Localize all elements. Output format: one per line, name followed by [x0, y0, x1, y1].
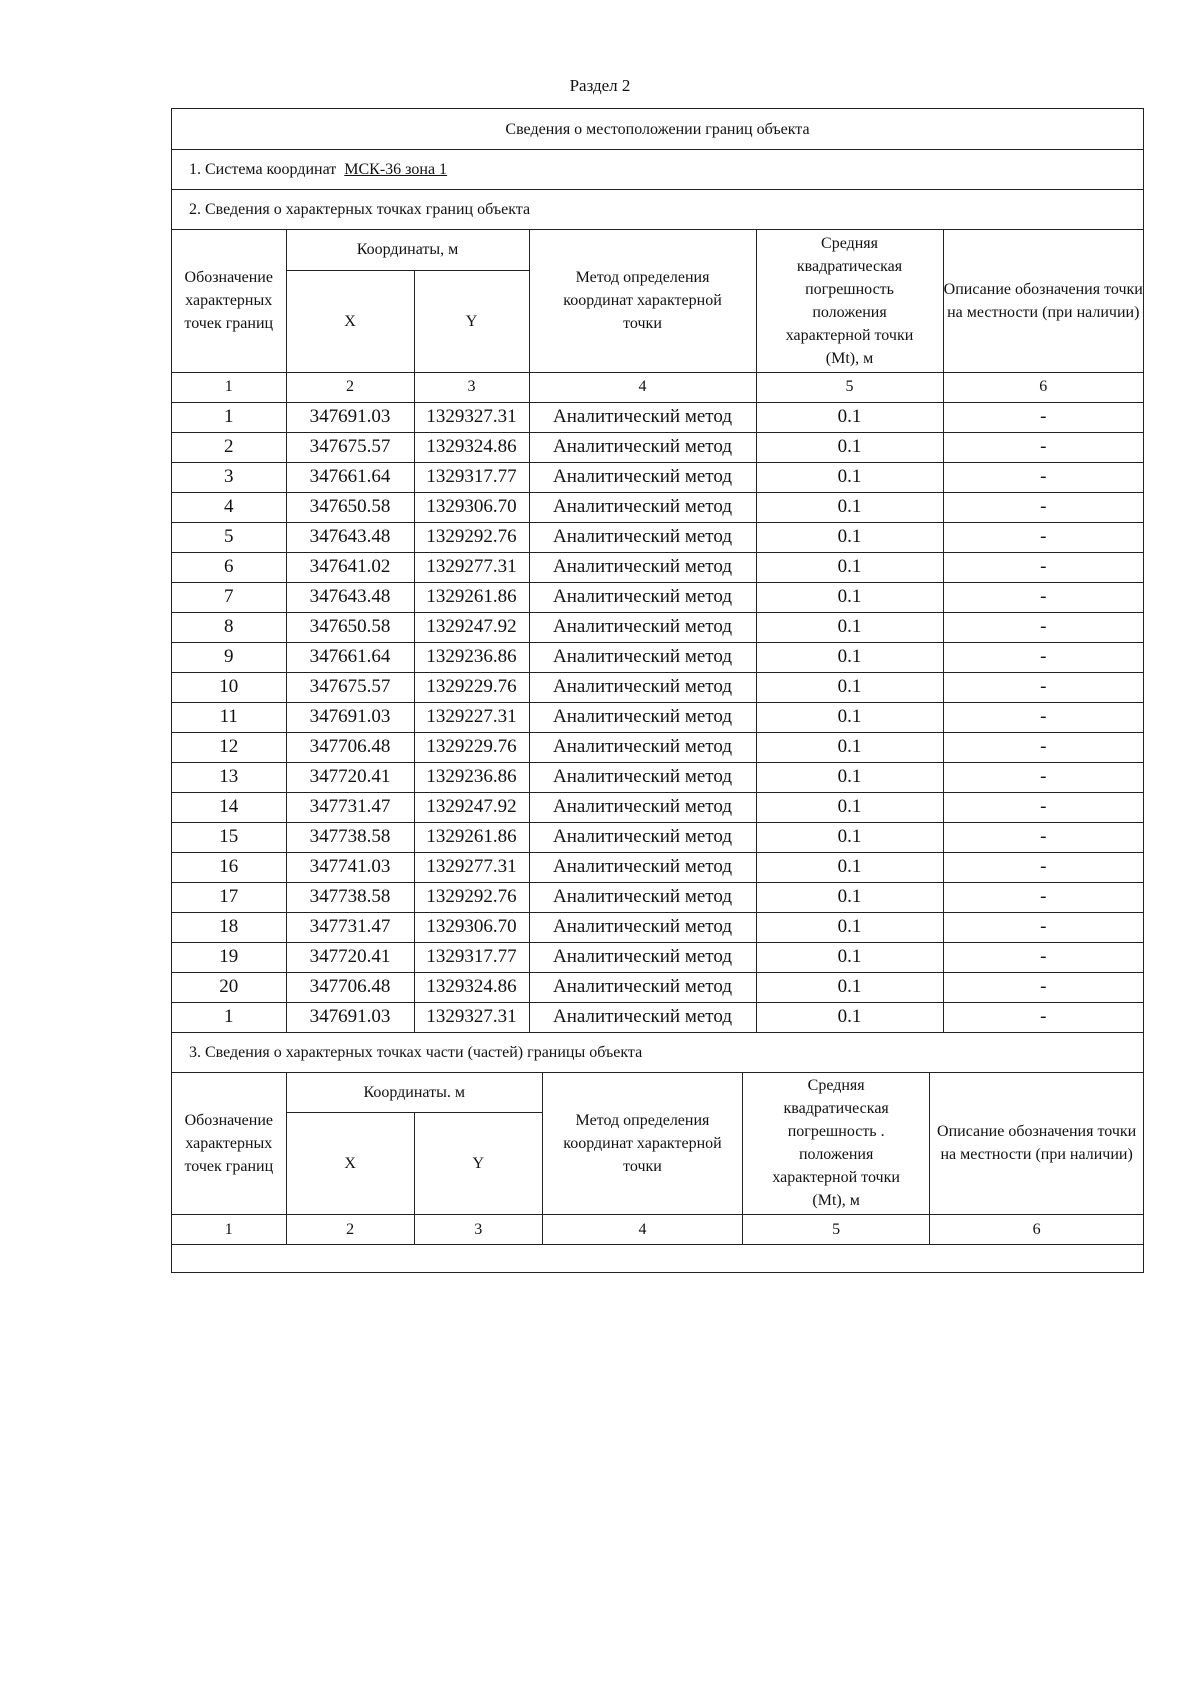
- table-row: [172, 762, 1143, 792]
- coord-x: 347741.03: [286, 852, 414, 882]
- method: Аналитический метод: [529, 702, 756, 732]
- column-number: 2: [286, 1215, 414, 1245]
- column-number: 5: [756, 372, 943, 402]
- section-title: Раздел 2: [569, 76, 631, 95]
- coord-y: 1329292.76: [414, 882, 529, 912]
- point-number: 11: [172, 702, 286, 732]
- column-number: 3: [414, 372, 529, 402]
- mean-error: 0.1: [756, 522, 943, 552]
- coord-x: 347720.41: [286, 762, 414, 792]
- coord-x: 347675.57: [286, 432, 414, 462]
- point-number: 1: [172, 1002, 286, 1032]
- point-number: 8: [172, 612, 286, 642]
- point-number: 17: [172, 882, 286, 912]
- coord-y: 1329229.76: [414, 732, 529, 762]
- coord-x: 347661.64: [286, 462, 414, 492]
- mean-error: 0.1: [756, 582, 943, 612]
- point-number: 6: [172, 552, 286, 582]
- part3-title: 3. Сведения о характерных точках части (частей) границы объекта: [172, 1033, 1143, 1073]
- coord-y: 1329261.86: [414, 582, 529, 612]
- coord-y: 1329324.86: [414, 432, 529, 462]
- method: Аналитический метод: [529, 582, 756, 612]
- coord-y: 1329229.76: [414, 672, 529, 702]
- col-y-header: Y: [414, 1113, 542, 1215]
- description: -: [943, 702, 1143, 732]
- coord-x: 347643.48: [286, 522, 414, 552]
- mean-error: 0.1: [756, 882, 943, 912]
- table-row: [172, 972, 1143, 1002]
- point-number: 7: [172, 582, 286, 612]
- mean-error: 0.1: [756, 762, 943, 792]
- col-description-header: Описание обозначения точки на местности (при наличии): [930, 1073, 1143, 1215]
- coord-y: 1329292.76: [414, 522, 529, 552]
- method: Аналитический метод: [529, 912, 756, 942]
- coord-y: 1329247.92: [414, 792, 529, 822]
- mean-error: 0.1: [756, 462, 943, 492]
- mean-error: 0.1: [756, 432, 943, 462]
- coord-x: 347641.02: [286, 552, 414, 582]
- description: -: [943, 522, 1143, 552]
- table-row: [172, 612, 1143, 642]
- coord-y: 1329261.86: [414, 822, 529, 852]
- col-description-header: Описание обозначения точки на местности (при наличии): [943, 230, 1143, 372]
- mean-error: 0.1: [756, 672, 943, 702]
- part2-title: 2. Сведения о характерных точках границ объекта: [172, 190, 1143, 230]
- table-row: [172, 552, 1143, 582]
- point-number: 2: [172, 432, 286, 462]
- column-number: 1: [172, 372, 286, 402]
- table-row: [172, 942, 1143, 972]
- empty-cell: [172, 1245, 1143, 1272]
- point-number: 5: [172, 522, 286, 552]
- description: -: [943, 762, 1143, 792]
- table-row: [172, 702, 1143, 732]
- description: -: [943, 942, 1143, 972]
- mean-error: 0.1: [756, 1002, 943, 1032]
- method: Аналитический метод: [529, 612, 756, 642]
- description: -: [943, 882, 1143, 912]
- col-designation-header: Обозначение характерных точек границ: [172, 230, 286, 372]
- table-row: [172, 732, 1143, 762]
- col-x-header: X: [286, 1113, 414, 1215]
- col-method-header: Метод определения координат характерной точки: [529, 230, 756, 372]
- table-row: [172, 642, 1143, 672]
- method: Аналитический метод: [529, 852, 756, 882]
- coord-x: 347731.47: [286, 912, 414, 942]
- part-points-table: [172, 1073, 1143, 1272]
- method: Аналитический метод: [529, 672, 756, 702]
- table-row: [172, 462, 1143, 492]
- coord-x: 347650.58: [286, 612, 414, 642]
- point-number: 13: [172, 762, 286, 792]
- column-number: 5: [743, 1215, 930, 1245]
- mean-error: 0.1: [756, 852, 943, 882]
- table-row: [172, 882, 1143, 912]
- method: Аналитический метод: [529, 522, 756, 552]
- method: Аналитический метод: [529, 762, 756, 792]
- method: Аналитический метод: [529, 492, 756, 522]
- table-row: [172, 492, 1143, 522]
- point-number: 4: [172, 492, 286, 522]
- point-number: 9: [172, 642, 286, 672]
- point-number: 19: [172, 942, 286, 972]
- col-coords-header: Координаты. м: [286, 1073, 542, 1113]
- coord-x: 347691.03: [286, 1002, 414, 1032]
- col-method-header: Метод определения координат характерной точки: [542, 1073, 742, 1215]
- mean-error: 0.1: [756, 642, 943, 672]
- description: -: [943, 972, 1143, 1002]
- description: -: [943, 732, 1143, 762]
- method: Аналитический метод: [529, 942, 756, 972]
- description: -: [943, 552, 1143, 582]
- point-number: 14: [172, 792, 286, 822]
- table-row: [172, 792, 1143, 822]
- table-row: [172, 672, 1143, 702]
- table-row: [172, 852, 1143, 882]
- column-number: 4: [542, 1215, 742, 1245]
- mean-error: 0.1: [756, 552, 943, 582]
- col-x-header: X: [286, 270, 414, 372]
- coord-x: 347738.58: [286, 882, 414, 912]
- coord-y: 1329306.70: [414, 912, 529, 942]
- table-row: [172, 912, 1143, 942]
- method: Аналитический метод: [529, 882, 756, 912]
- col-coords-header: Координаты, м: [286, 230, 529, 270]
- header-title: Сведения о местоположении границ объекта: [172, 109, 1143, 150]
- empty-row: [172, 1245, 1143, 1272]
- method: Аналитический метод: [529, 552, 756, 582]
- boundary-points-table: [172, 230, 1143, 1033]
- description: -: [943, 792, 1143, 822]
- coord-system-label: 1. Система координат: [189, 161, 337, 178]
- mean-error: 0.1: [756, 912, 943, 942]
- column-number: 3: [414, 1215, 542, 1245]
- mean-error: 0.1: [756, 402, 943, 432]
- mean-error: 0.1: [756, 612, 943, 642]
- coord-y: 1329227.31: [414, 702, 529, 732]
- mean-error: 0.1: [756, 942, 943, 972]
- description: -: [943, 582, 1143, 612]
- coord-y: 1329327.31: [414, 402, 529, 432]
- description: -: [943, 822, 1143, 852]
- mean-error: 0.1: [756, 972, 943, 1002]
- description: -: [943, 432, 1143, 462]
- coord-y: 1329236.86: [414, 642, 529, 672]
- col-y-header: Y: [414, 270, 529, 372]
- point-number: 3: [172, 462, 286, 492]
- point-number: 12: [172, 732, 286, 762]
- coord-x: 347720.41: [286, 942, 414, 972]
- mean-error: 0.1: [756, 822, 943, 852]
- coord-y: 1329317.77: [414, 942, 529, 972]
- table-row: [172, 582, 1143, 612]
- coord-x: 347738.58: [286, 822, 414, 852]
- method: Аналитический метод: [529, 1002, 756, 1032]
- table-row: [172, 1002, 1143, 1032]
- col-designation-header: Обозначение характерных точек границ: [172, 1073, 286, 1215]
- description: -: [943, 912, 1143, 942]
- coord-y: 1329317.77: [414, 462, 529, 492]
- column-number: 6: [930, 1215, 1143, 1245]
- coord-y: 1329327.31: [414, 1002, 529, 1032]
- point-number: 10: [172, 672, 286, 702]
- coord-x: 347691.03: [286, 402, 414, 432]
- point-number: 1: [172, 402, 286, 432]
- description: -: [943, 1002, 1143, 1032]
- description: -: [943, 492, 1143, 522]
- description: -: [943, 852, 1143, 882]
- col-error-header: Средняя квадратическая погрешность положения характерной точки (Mt), м: [756, 230, 943, 372]
- table-row: [172, 522, 1143, 552]
- coord-x: 347731.47: [286, 792, 414, 822]
- coord-x: 347650.58: [286, 492, 414, 522]
- column-number: 1: [172, 1215, 286, 1245]
- boundary-info-frame: [171, 108, 1144, 1273]
- column-number: 4: [529, 372, 756, 402]
- table-row: [172, 402, 1143, 432]
- col-error-header: Средняя квадратическая погрешность . положения характерной точки (Mt), м: [743, 1073, 930, 1215]
- column-numbers-row: [172, 1215, 1143, 1245]
- method: Аналитический метод: [529, 792, 756, 822]
- coord-y: 1329277.31: [414, 552, 529, 582]
- coord-x: 347691.03: [286, 702, 414, 732]
- mean-error: 0.1: [756, 702, 943, 732]
- point-number: 15: [172, 822, 286, 852]
- method: Аналитический метод: [529, 972, 756, 1002]
- coord-y: 1329306.70: [414, 492, 529, 522]
- method: Аналитический метод: [529, 732, 756, 762]
- description: -: [943, 612, 1143, 642]
- coord-x: 347675.57: [286, 672, 414, 702]
- column-numbers-row: [172, 372, 1143, 402]
- mean-error: 0.1: [756, 492, 943, 522]
- coord-x: 347706.48: [286, 732, 414, 762]
- description: -: [943, 642, 1143, 672]
- coord-system-row: [172, 150, 1143, 190]
- mean-error: 0.1: [756, 792, 943, 822]
- point-number: 20: [172, 972, 286, 1002]
- description: -: [943, 462, 1143, 492]
- coord-system-value: МСК-36 зона 1: [344, 161, 448, 178]
- coord-x: 347706.48: [286, 972, 414, 1002]
- method: Аналитический метод: [529, 642, 756, 672]
- point-number: 18: [172, 912, 286, 942]
- method: Аналитический метод: [529, 432, 756, 462]
- method: Аналитический метод: [529, 822, 756, 852]
- points-body: [172, 402, 1143, 1032]
- description: -: [943, 402, 1143, 432]
- coord-y: 1329236.86: [414, 762, 529, 792]
- table-row: [172, 822, 1143, 852]
- column-number: 6: [943, 372, 1143, 402]
- coord-x: 347661.64: [286, 642, 414, 672]
- description: -: [943, 672, 1143, 702]
- method: Аналитический метод: [529, 402, 756, 432]
- column-number: 2: [286, 372, 414, 402]
- point-number: 16: [172, 852, 286, 882]
- table-row: [172, 432, 1143, 462]
- coord-y: 1329247.92: [414, 612, 529, 642]
- coord-y: 1329324.86: [414, 972, 529, 1002]
- coord-x: 347643.48: [286, 582, 414, 612]
- method: Аналитический метод: [529, 462, 756, 492]
- mean-error: 0.1: [756, 732, 943, 762]
- coord-y: 1329277.31: [414, 852, 529, 882]
